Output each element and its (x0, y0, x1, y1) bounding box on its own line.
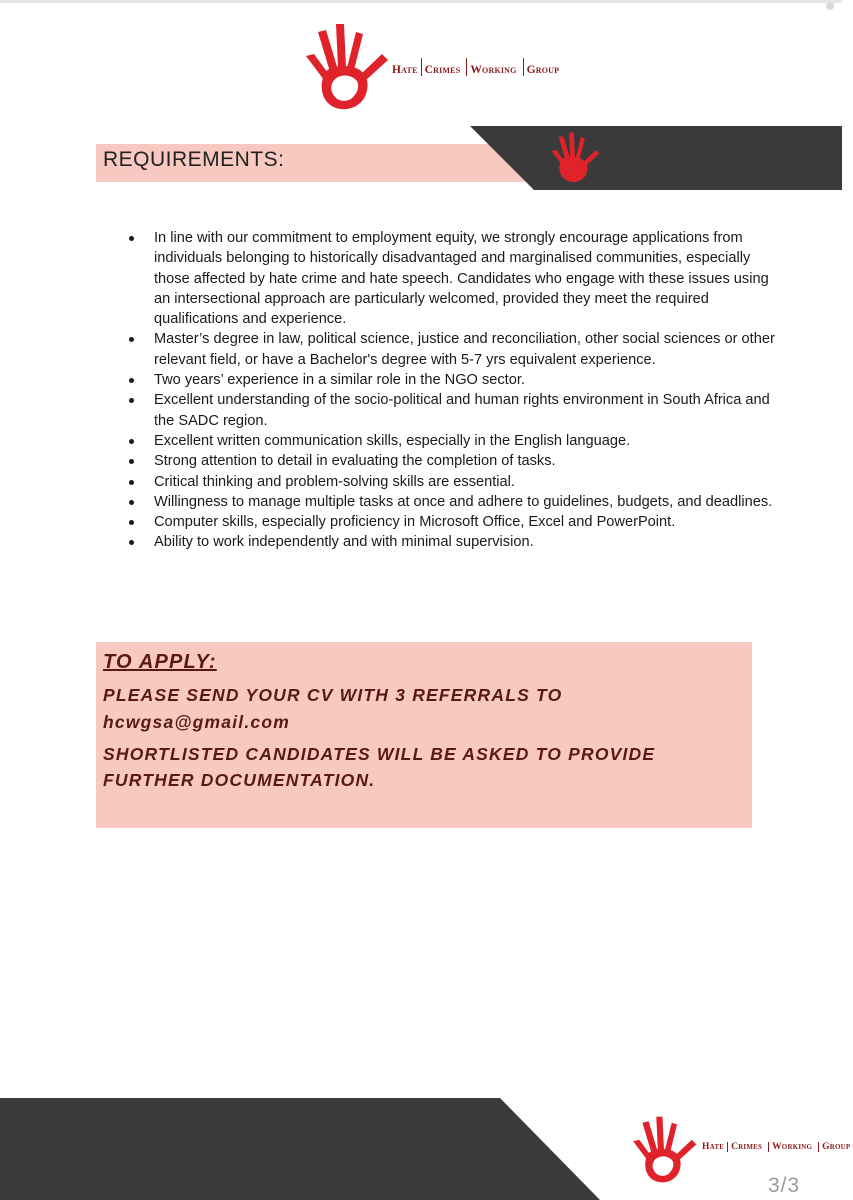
top-indicator-dot (826, 2, 834, 10)
requirement-item: Ability to work independently and with minimal supervision. (154, 532, 786, 552)
header-dark-triangle (470, 126, 842, 190)
apply-email[interactable]: hcwgsa@gmail.com (103, 712, 291, 732)
footer-org-name: Hate Crimes Working Group (702, 1142, 851, 1152)
org-name: Hate Crimes Working Group (392, 64, 562, 76)
requirement-item: Excellent written communication skills, especially in the English language. (154, 431, 786, 451)
requirements-list (118, 228, 786, 553)
top-border (0, 0, 842, 3)
footer-logo (628, 1112, 851, 1186)
requirement-item: Strong attention to detail in evaluating the completion of tasks. (154, 451, 786, 471)
requirement-item: Two years’ experience in a similar role in the NGO sector. (154, 370, 786, 390)
requirement-item: In line with our commitment to employment equity, we strongly encourage applications from individuals belonging to historically disadvantaged and marginalised communities, especially those affected by hate crime and hate speech. Candidates who engage with these issues using an intersectional approach are particularly welcomed, provided they meet the required qualifications and experience. (154, 228, 786, 329)
requirement-item: Critical thinking and problem-solving skills are essential. (154, 472, 786, 492)
requirement-item: Excellent understanding of the socio-political and human rights environment in South Africa and the SADC region. (154, 390, 786, 431)
requirement-item: Master’s degree in law, political science, justice and reconciliation, other social sciences or other relevant field, or have a Bachelor's degree with 5-7 yrs equivalent experience. (154, 329, 786, 370)
page-indicator: 3/3 (768, 1174, 801, 1197)
footer-hand-logo-icon (628, 1112, 700, 1186)
apply-send-line: PLEASE SEND YOUR CV WITH 3 REFERRALS TO (103, 685, 563, 705)
apply-box (96, 642, 752, 828)
header-logo (300, 18, 560, 114)
requirement-item: Willingness to manage multiple tasks at once and adhere to guidelines, budgets, and deadlines. (154, 492, 786, 512)
footer-dark-triangle (0, 1098, 600, 1200)
apply-shortlist-line: SHORTLISTED CANDIDATES WILL BE ASKED TO PROVIDE (103, 744, 656, 764)
band-hand-icon (544, 129, 606, 185)
requirement-item: Computer skills, especially proficiency in Microsoft Office, Excel and PowerPoint. (154, 512, 786, 532)
apply-documentation-line: FURTHER DOCUMENTATION. (103, 770, 376, 790)
hand-logo-icon (300, 18, 392, 114)
apply-heading: TO APPLY: (103, 651, 217, 673)
requirements-title: REQUIREMENTS: (103, 148, 285, 171)
